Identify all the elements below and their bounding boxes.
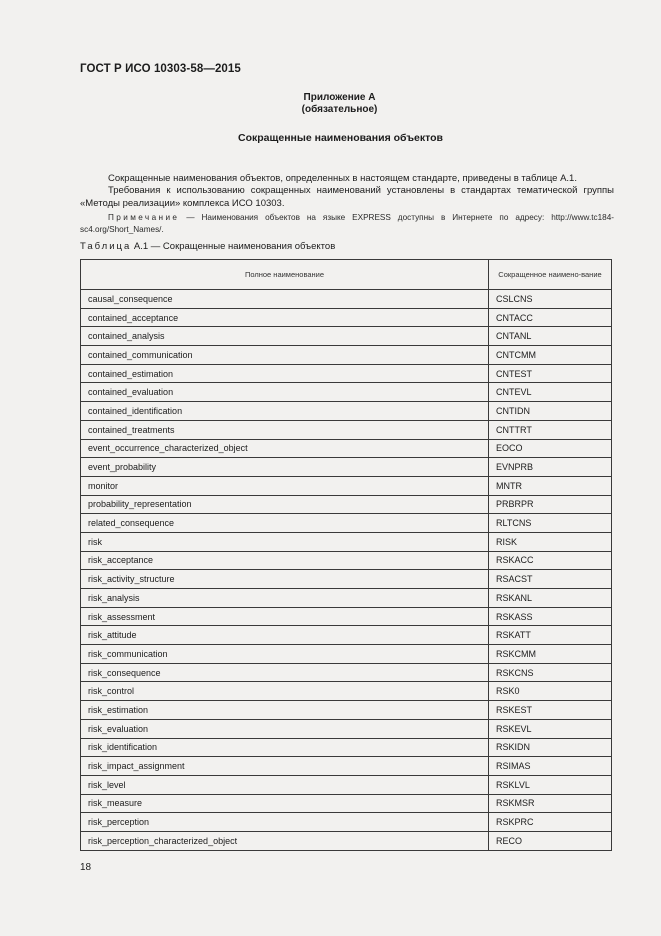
table-row — [81, 645, 612, 664]
short-name-cell: RSKMSR — [489, 794, 612, 813]
table-row — [81, 532, 612, 551]
short-name-cell: RSKEVL — [489, 719, 612, 738]
full-name-cell: risk_perception_characterized_object — [81, 831, 489, 850]
table-row — [81, 757, 612, 776]
table-row — [81, 794, 612, 813]
full-name-cell: risk_perception — [81, 813, 489, 832]
header-full-name: Полное наименование — [81, 260, 489, 290]
table-row — [81, 364, 612, 383]
full-name-cell: contained_estimation — [81, 364, 489, 383]
section-title: Сокращенные наименования объектов — [238, 132, 443, 144]
table-row — [81, 663, 612, 682]
full-name-cell: contained_identification — [81, 402, 489, 421]
full-name-cell: event_occurrence_characterized_object — [81, 439, 489, 458]
short-name-cell: PRBRPR — [489, 495, 612, 514]
table-row — [81, 813, 612, 832]
full-name-cell: risk_analysis — [81, 589, 489, 608]
short-name-cell: EVNPRB — [489, 458, 612, 477]
short-name-cell: CNTEVL — [489, 383, 612, 402]
table-row — [81, 589, 612, 608]
annex-title: Приложение А — [303, 92, 376, 103]
short-name-cell: RISK — [489, 532, 612, 551]
paragraph-2: Требования к использованию сокращенных наименований установлены в стандартах тематической группы «Методы реализации» комплекса ИСО 10303. — [80, 185, 614, 209]
full-name-cell: event_probability — [81, 458, 489, 477]
page-number: 18 — [80, 862, 92, 873]
full-name-cell: risk_attitude — [81, 626, 489, 645]
full-name-cell: risk_estimation — [81, 701, 489, 720]
note — [80, 212, 614, 235]
short-name-cell: RSKCNS — [489, 663, 612, 682]
full-name-cell: risk_consequence — [81, 663, 489, 682]
table-header-row — [81, 260, 612, 290]
note-label: Примечание — [108, 213, 180, 222]
table-row — [81, 831, 612, 850]
abbreviations-table — [80, 259, 612, 851]
table-row — [81, 420, 612, 439]
short-name-cell: RSKATT — [489, 626, 612, 645]
table-caption — [80, 241, 335, 252]
full-name-cell: risk_activity_structure — [81, 570, 489, 589]
note-text: — Наименования объектов на языке EXPRESS доступны в Интернете по адресу: http://www.tc184-sc4.org/Short_Names/. — [80, 213, 614, 234]
full-name-cell: risk_impact_assignment — [81, 757, 489, 776]
short-name-cell: CNTCMM — [489, 346, 612, 365]
table-row — [81, 308, 612, 327]
short-name-cell: CNTIDN — [489, 402, 612, 421]
table-row — [81, 290, 612, 309]
full-name-cell: risk_control — [81, 682, 489, 701]
table-row — [81, 701, 612, 720]
short-name-cell: MNTR — [489, 476, 612, 495]
full-name-cell: contained_treatments — [81, 420, 489, 439]
annex-status: (обязательное) — [301, 104, 378, 115]
table-caption-label: Таблица — [80, 241, 132, 252]
table-row — [81, 514, 612, 533]
short-name-cell: EOCO — [489, 439, 612, 458]
full-name-cell: contained_communication — [81, 346, 489, 365]
paragraph-1: Сокращенные наименования объектов, определенных в настоящем стандарте, приведены в таблице А.1. — [108, 173, 577, 184]
short-name-cell: CSLCNS — [489, 290, 612, 309]
short-name-cell: RSKANL — [489, 589, 612, 608]
full-name-cell: risk_communication — [81, 645, 489, 664]
short-name-cell: RSKEST — [489, 701, 612, 720]
short-name-cell: RLTCNS — [489, 514, 612, 533]
short-name-cell: CNTANL — [489, 327, 612, 346]
short-name-cell: CNTEST — [489, 364, 612, 383]
table-caption-text: А.1 — Сокращенные наименования объектов — [131, 241, 336, 252]
table-row — [81, 775, 612, 794]
full-name-cell: contained_evaluation — [81, 383, 489, 402]
table-row — [81, 607, 612, 626]
table-row — [81, 346, 612, 365]
table-row — [81, 458, 612, 477]
table-row — [81, 495, 612, 514]
full-name-cell: risk_assessment — [81, 607, 489, 626]
full-name-cell: risk_evaluation — [81, 719, 489, 738]
table-row — [81, 738, 612, 757]
short-name-cell: RSKCMM — [489, 645, 612, 664]
table-row — [81, 719, 612, 738]
full-name-cell: risk — [81, 532, 489, 551]
table-row — [81, 476, 612, 495]
table-row — [81, 402, 612, 421]
short-name-cell: RSK0 — [489, 682, 612, 701]
short-name-cell: RSKACC — [489, 551, 612, 570]
full-name-cell: risk_identification — [81, 738, 489, 757]
full-name-cell: related_consequence — [81, 514, 489, 533]
short-name-cell: CNTACC — [489, 308, 612, 327]
table-row — [81, 439, 612, 458]
short-name-cell: RSIMAS — [489, 757, 612, 776]
table-row — [81, 383, 612, 402]
full-name-cell: causal_consequence — [81, 290, 489, 309]
full-name-cell: probability_representation — [81, 495, 489, 514]
full-name-cell: risk_level — [81, 775, 489, 794]
short-name-cell: RSKPRC — [489, 813, 612, 832]
full-name-cell: monitor — [81, 476, 489, 495]
full-name-cell: contained_analysis — [81, 327, 489, 346]
full-name-cell: risk_measure — [81, 794, 489, 813]
full-name-cell: risk_acceptance — [81, 551, 489, 570]
short-name-cell: RSKLVL — [489, 775, 612, 794]
full-name-cell: contained_acceptance — [81, 308, 489, 327]
standard-header: ГОСТ Р ИСО 10303-58—2015 — [80, 63, 241, 75]
short-name-cell: CNTTRT — [489, 420, 612, 439]
header-short-name: Сокращенное наимено-вание — [489, 260, 612, 290]
table-row — [81, 626, 612, 645]
table-row — [81, 570, 612, 589]
short-name-cell: RSACST — [489, 570, 612, 589]
table-row — [81, 327, 612, 346]
table-row — [81, 682, 612, 701]
short-name-cell: RECO — [489, 831, 612, 850]
annex-heading — [0, 92, 661, 116]
short-name-cell: RSKIDN — [489, 738, 612, 757]
table-row — [81, 551, 612, 570]
short-name-cell: RSKASS — [489, 607, 612, 626]
